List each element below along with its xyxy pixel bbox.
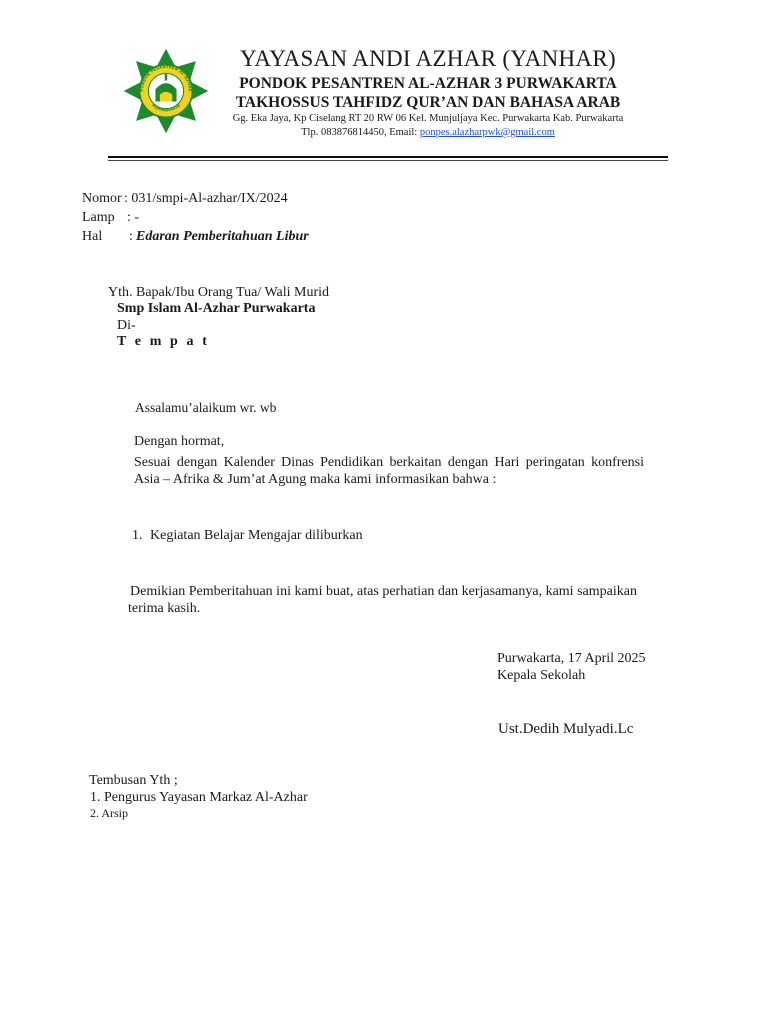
svg-text:PURWAKARTA: PURWAKARTA <box>150 102 182 113</box>
recipient-di: Di- <box>117 318 136 333</box>
closing-line-1: Demikian Pemberitahuan ini kami buat, atas perhatian dan kerjasamanya, kami sampaikan <box>130 584 637 599</box>
hal-label: Hal <box>82 229 103 244</box>
letterhead-divider-thin <box>108 160 668 161</box>
paragraph-line-1: Sesuai dengan Kalender Dinas Pendidikan berkaitan dengan Hari peringatan konfrensi <box>134 455 644 470</box>
svg-text:PONDOK PESANTREN AL-AZHAR: PONDOK PESANTREN AL-AZHAR <box>139 64 193 92</box>
address-line: Gg. Eka Jaya, Kp Ciselang RT 20 RW 06 Kel. Munjuljaya Kec. Purwakarta Kab. Purwakarta <box>232 113 624 124</box>
cc-item: 2. Arsip <box>90 806 129 820</box>
hal-subject: Edaran Pemberitahuan Libur <box>136 229 309 244</box>
signatory-name: Ust.Dedih Mulyadi.Lc <box>498 721 634 737</box>
hal-colon: : <box>129 229 133 244</box>
greeting: Assalamu’alaikum wr. wb <box>135 400 277 415</box>
closing-line-2: terima kasih. <box>128 601 201 616</box>
place-date: Purwakarta, 17 April 2025 <box>497 651 646 666</box>
nomor-label: Nomor <box>82 191 122 206</box>
email-link[interactable]: ponpes.alazharpwk@gmail.com <box>419 127 555 138</box>
paragraph-line-2: Asia – Afrika & Jum’at Agung maka kami informasikan bahwa : <box>134 472 497 487</box>
opening: Dengan hormat, <box>134 434 225 449</box>
phone-text: Tlp. 083876814450, Email: <box>301 127 420 138</box>
list-number: 1. <box>132 528 143 543</box>
cc-item: 1. Pengurus Yayasan Markaz Al-Azhar <box>90 790 308 805</box>
organization-name: YAYASAN ANDI AZHAR (YANHAR) <box>240 46 616 71</box>
recipient-place: T e m p a t <box>117 334 210 349</box>
list-item: Kegiatan Belajar Mengajar diliburkan <box>150 528 363 543</box>
lamp-label: Lamp <box>82 210 115 225</box>
program-name: TAKHOSSUS TAHFIDZ QUR’AN DAN BAHASA ARAB <box>235 94 621 111</box>
recipient-line: Yth. Bapak/Ibu Orang Tua/ Wali Murid <box>108 285 330 300</box>
signatory-title: Kepala Sekolah <box>497 668 586 683</box>
lamp-value: : - <box>127 210 140 225</box>
letterhead-divider-thick <box>108 156 668 158</box>
recipient-school: Smp Islam Al-Azhar Purwakarta <box>117 301 316 316</box>
pesantren-name: PONDOK PESANTREN AL-AZHAR 3 PURWAKARTA <box>239 75 617 92</box>
nomor-value: : 031/smpi-Al-azhar/IX/2024 <box>124 191 288 206</box>
cc-heading: Tembusan Yth ; <box>89 773 178 788</box>
contact-line <box>0 127 768 138</box>
